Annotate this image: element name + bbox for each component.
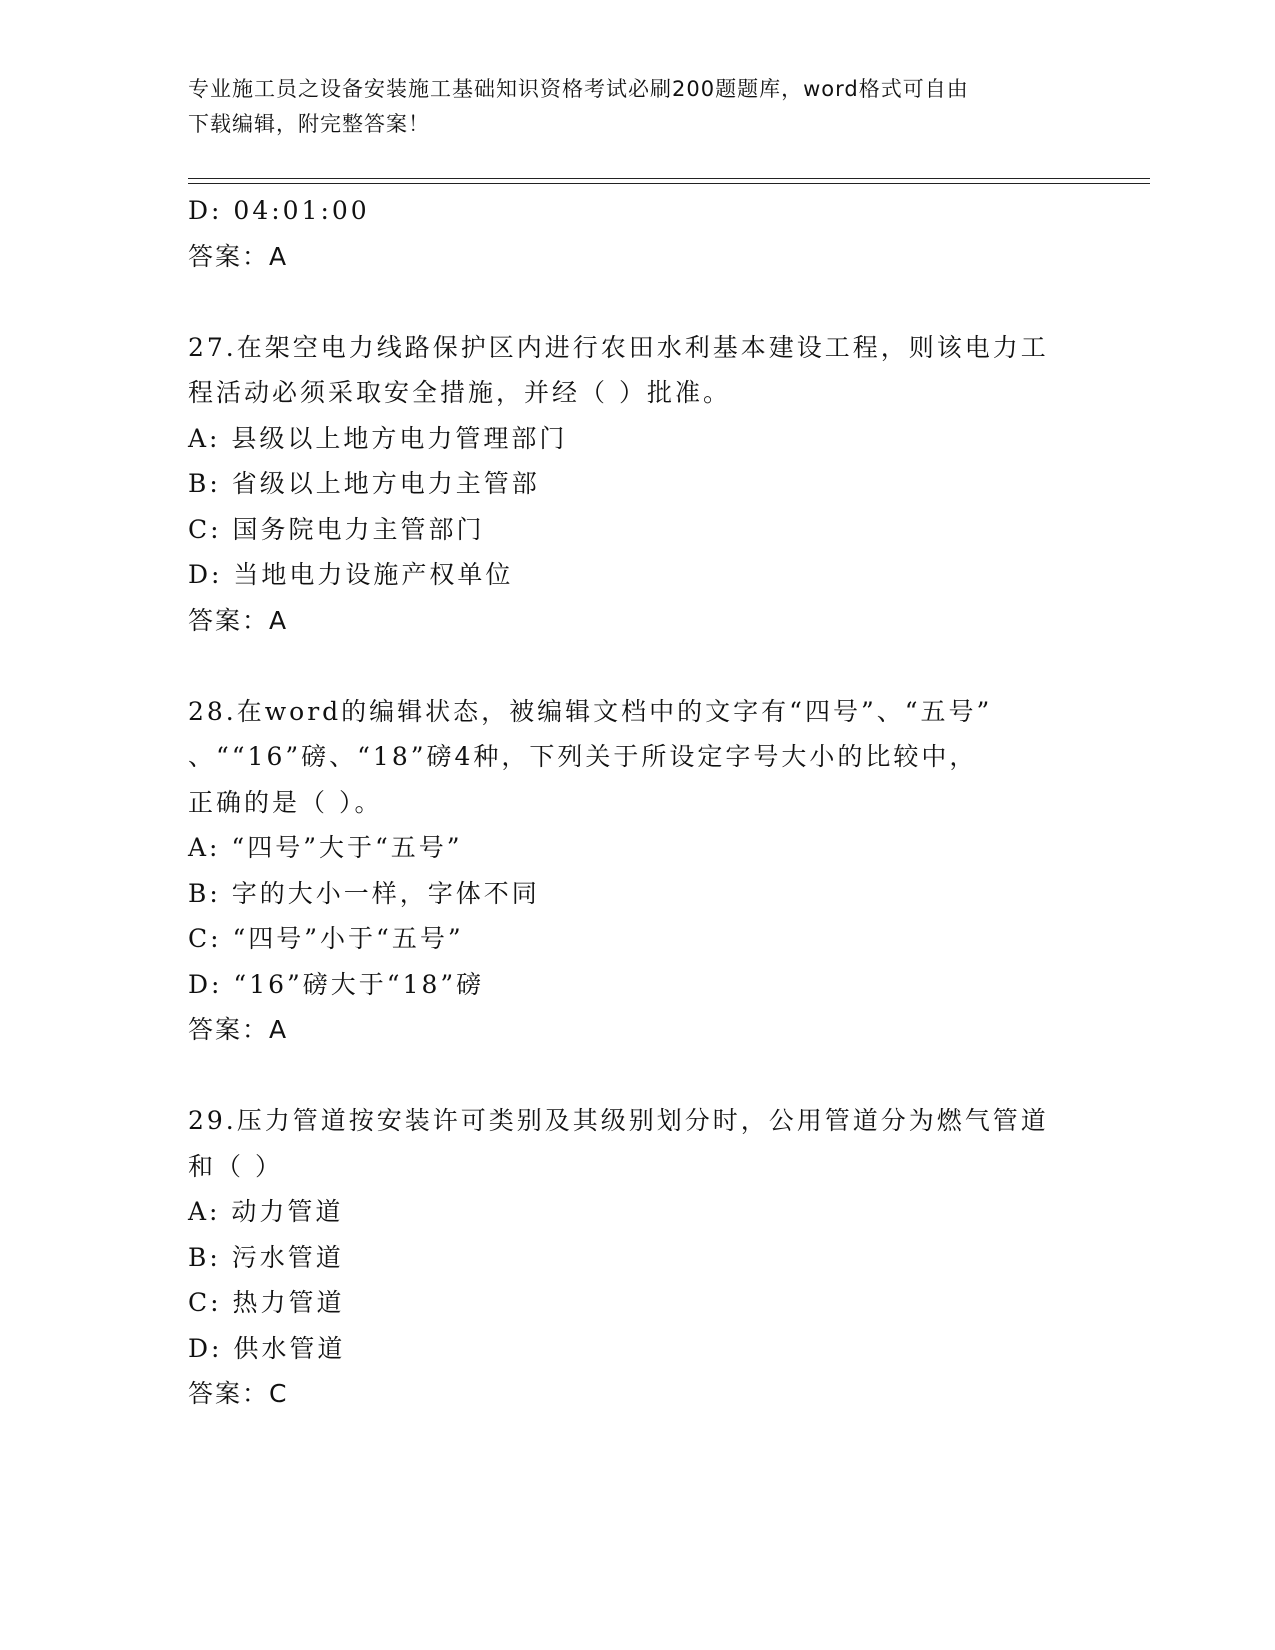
option-c: C: 热力管道 [188,1288,345,1317]
spacer [188,279,1088,325]
option-d: D: 当地电力设施产权单位 [188,560,514,589]
answer: 答案：A [188,605,289,635]
question-stem-line: 29.压力管道按安装许可类别及其级别划分时，公用管道分为燃气管道 [188,1106,1049,1135]
question-stem-line: 和（ ） [188,1151,283,1181]
question-28 [188,689,1088,1053]
option-a: A: 县级以上地方电力管理部门 [188,423,568,453]
option-c: C: 国务院电力主管部门 [188,514,485,544]
header-rule-bottom [188,183,1150,184]
prev-answer: 答案：A [188,241,289,271]
option-d: D: “16”磅大于“18”磅 [188,969,485,999]
question-stem-line: 程活动必须采取安全措施，并经（ ）批准。 [188,378,731,407]
option-c: C: “四号”小于“五号” [188,924,464,953]
question-stem-line: 、““16”磅、“18”磅4种，下列关于所设定字号大小的比较中， [188,742,978,771]
header-line-1: 专业施工员之设备安装施工基础知识资格考试必刷200题题库，word格式可自由 [188,77,969,101]
option-b: B: 污水管道 [188,1242,344,1272]
question-stem-line: 正确的是（ ）。 [188,787,383,817]
option-b: B: 字的大小一样，字体不同 [188,878,540,908]
question-29 [188,1098,1088,1417]
header-line-2: 下载编辑，附完整答案！ [188,112,430,136]
spacer [188,643,1088,689]
question-stem-line: 27.在架空电力线路保护区内进行农田水利基本建设工程，则该电力工 [188,332,1049,362]
option-d: D: 供水管道 [188,1333,346,1363]
prev-option-d: D: 04:01:00 [188,196,370,225]
spacer [188,1053,1088,1099]
option-a: A: 动力管道 [188,1197,344,1226]
header-rule-top [188,178,1150,179]
page-header [188,72,1088,142]
option-a: A: “四号”大于“五号” [188,833,463,862]
option-b: B: 省级以上地方电力主管部 [188,469,540,498]
answer: 答案：A [188,1015,289,1044]
answer: 答案：C [188,1379,289,1408]
question-stem-line: 28.在word的编辑状态，被编辑文档中的文字有“四号”、“五号” [188,696,993,726]
question-27 [188,325,1088,644]
document-body [188,188,1088,1417]
